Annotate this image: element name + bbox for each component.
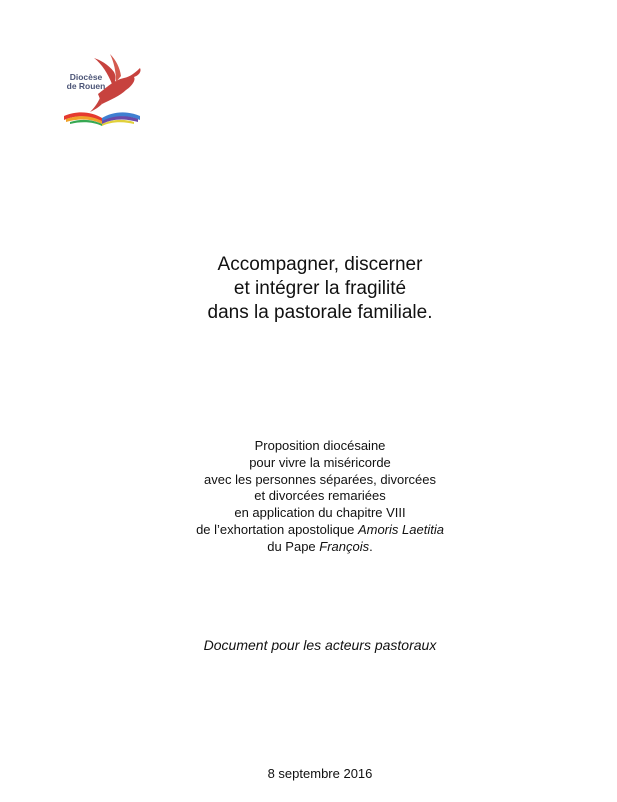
proposition-line-3: avec les personnes séparées, divorcées [204,471,436,487]
document-date: 8 septembre 2016 [267,766,373,781]
document-title [130,253,510,325]
proposition-line-1: Proposition diocésaine [254,438,386,453]
amoris-laetitia-title: Amoris Laetitia [357,521,444,537]
audience-line: Document pour les acteurs pastoraux [203,637,437,653]
title-line-1: Accompagner, discerner [217,254,423,275]
logo-text [63,73,109,91]
title-line-2: et intégrer la fragilité [233,278,407,299]
proposition-line-7 [160,539,480,556]
proposition-line-7-text: du Pape [267,538,320,554]
diocese-logo [54,50,150,128]
pope-name: François [319,538,370,554]
proposition-block [160,438,480,556]
proposition-line-6-text: de l’exhortation apostolique [196,521,358,537]
proposition-line-7-end: . [369,538,373,554]
proposition-line-5: en application du chapitre VIII [234,505,406,521]
proposition-line-4: et divorcées remariées [254,488,386,504]
proposition-line-2: pour vivre la miséricorde [249,454,391,470]
logo-line-2: de Rouen [66,81,106,91]
title-line-3: dans la pastorale familiale. [207,302,433,323]
logo-line-1: Diocèse [69,72,103,82]
proposition-line-6 [160,522,480,539]
